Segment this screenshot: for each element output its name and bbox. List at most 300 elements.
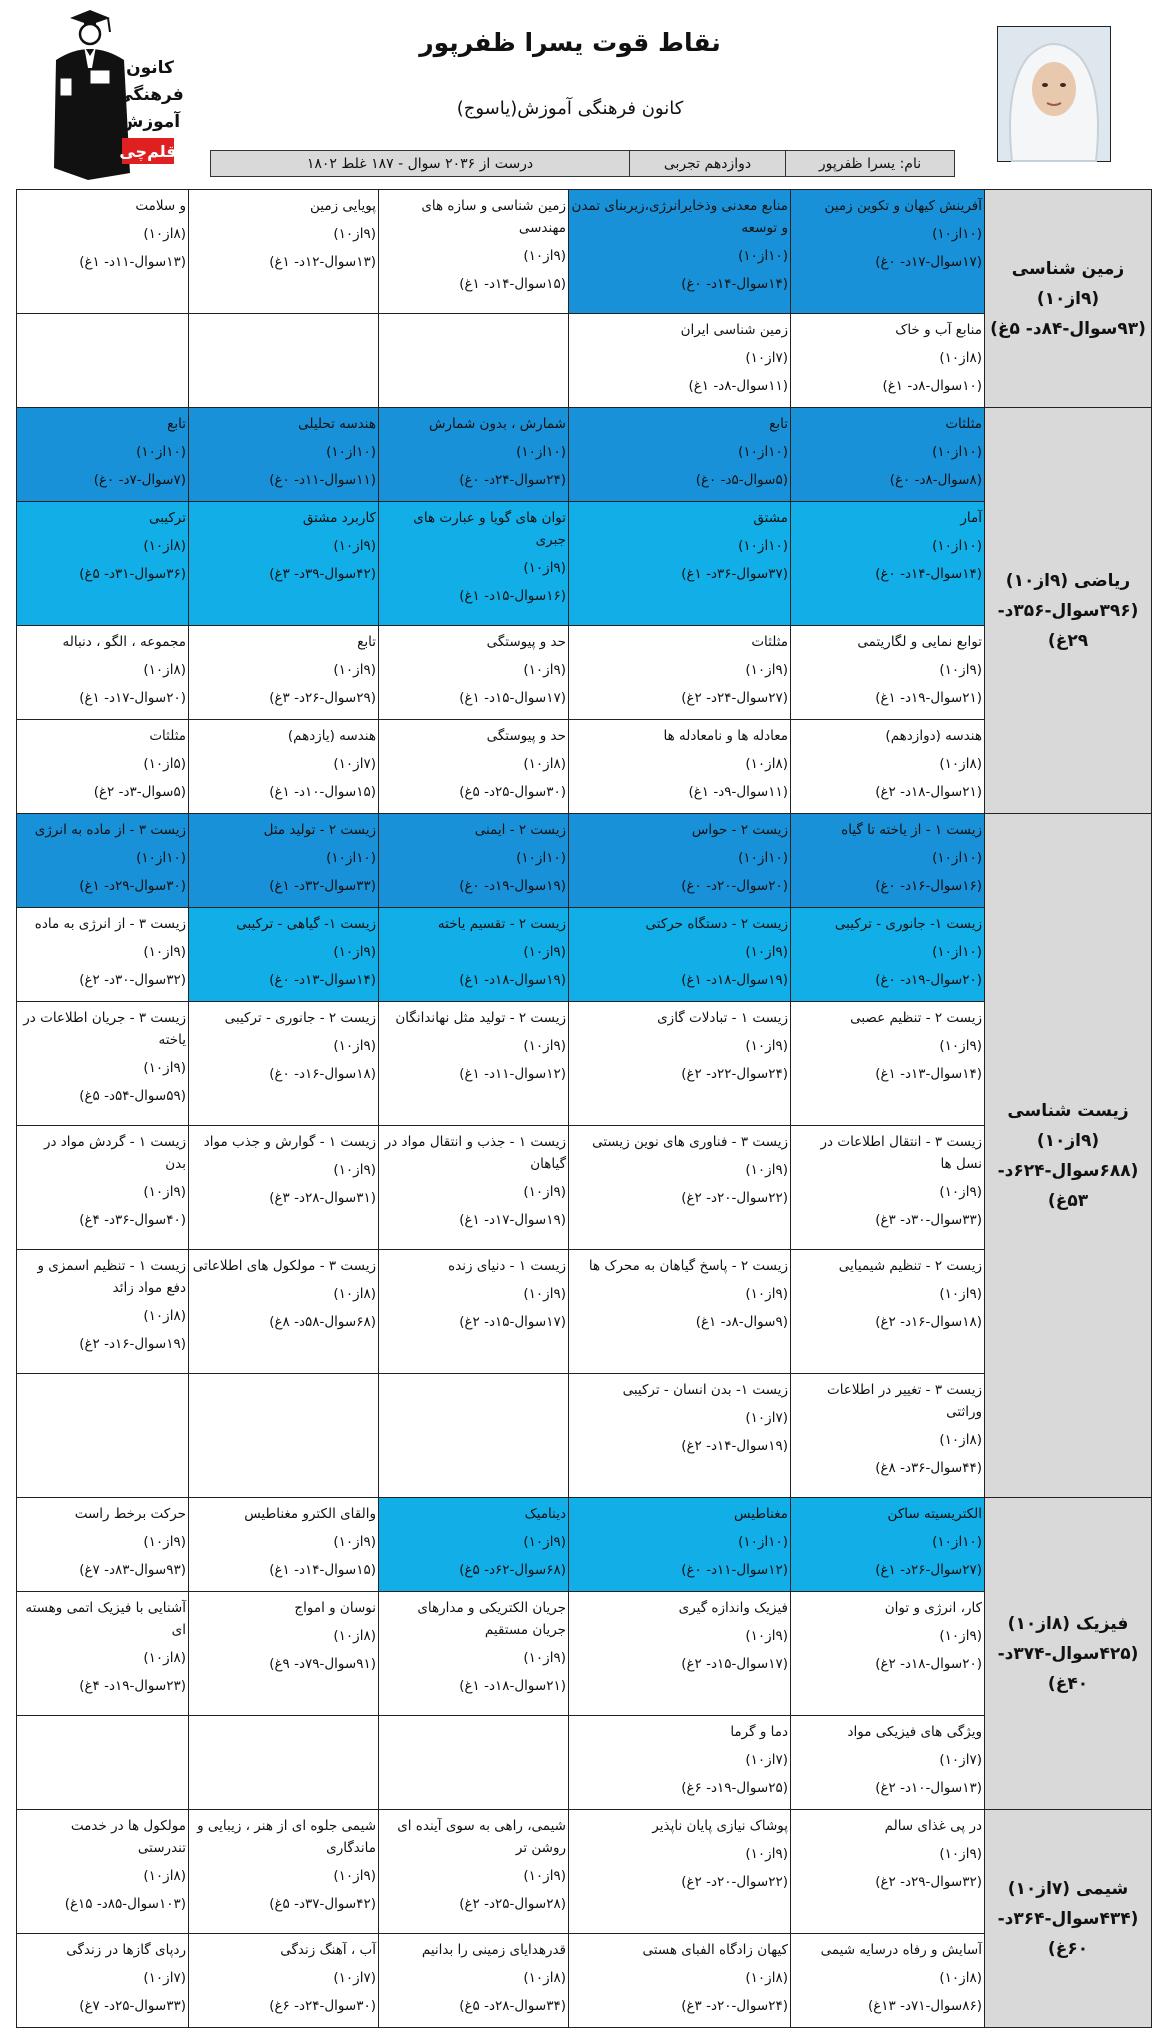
page-subtitle: کانون فرهنگی آموزش(یاسوج): [456, 98, 684, 119]
topic-stats: (۸۶سوال-۷۱د- ۱۳غ): [867, 1998, 982, 2014]
topic-cell: [569, 1002, 791, 1126]
topic-cell: [189, 908, 379, 1002]
topic-cell: [791, 1498, 985, 1592]
topic-score: (۸از۱۰): [523, 756, 566, 772]
topic-name: هندسه (یازدهم): [287, 728, 376, 744]
topic-score: (۱۰از۱۰): [326, 444, 376, 460]
topic-cell: [379, 1498, 569, 1592]
topic-score: (۹از۱۰): [523, 1286, 566, 1302]
topic-score: (۹از۱۰): [939, 1628, 982, 1644]
topic-cell: [17, 1498, 189, 1592]
topic-stats: (۱۹سوال-۱۷د- ۱غ): [459, 1212, 566, 1228]
topic-stats: (۲۰سوال-۱۸د- ۲غ): [875, 1656, 982, 1672]
topic-stats: (۱۰سوال-۸د- ۱غ): [882, 378, 982, 394]
topic-stats: (۱۲سوال-۱۱د- ۱غ): [459, 1066, 566, 1082]
topic-score: (۹از۱۰): [143, 1184, 186, 1200]
topic-name: توان های گویا و عبارت های جبری: [413, 510, 566, 548]
topic-score: (۹از۱۰): [143, 1060, 186, 1076]
topic-cell: [189, 814, 379, 908]
topic-score: (۸از۱۰): [143, 538, 186, 554]
table-row: [17, 1934, 1152, 2028]
topic-name: مشتق: [753, 510, 788, 526]
topic-score: (۱۰از۱۰): [738, 538, 788, 554]
topic-score: (۷از۱۰): [745, 1752, 788, 1768]
topic-stats: (۱۸سوال-۱۶د- ۲غ): [875, 1314, 982, 1330]
topic-name: مثلثات: [751, 634, 788, 650]
topic-stats: (۲۲سوال-۲۰د- ۲غ): [681, 1190, 788, 1206]
empty-cell: [17, 314, 189, 408]
topic-stats: (۱۹سوال-۱۶د- ۲غ): [79, 1336, 186, 1352]
svg-text:قلم‌چی: قلم‌چی: [119, 142, 177, 161]
topic-cell: [379, 408, 569, 502]
topic-score: (۹از۱۰): [523, 1868, 566, 1884]
topic-name: زیست ۲ - دستگاه حرکتی: [645, 916, 788, 932]
student-photo: [997, 26, 1111, 162]
topic-cell: [189, 1934, 379, 2028]
topic-name: زیست ۲ - تولید مثل نهاندانگان: [395, 1010, 566, 1026]
topic-stats: (۳۳سوال-۲۵د- ۷غ): [79, 1998, 186, 2014]
empty-cell: [189, 314, 379, 408]
topic-name: زیست ۳ - فناوری های نوین زیستی: [592, 1134, 788, 1150]
topic-score: (۱۰از۱۰): [738, 850, 788, 866]
topic-name: حد و پیوستگی: [486, 634, 566, 650]
topic-name: کاربرد مشتق: [302, 510, 376, 526]
topic-name: زیست ۱ - جذب و انتقال مواد در گیاهان: [384, 1134, 566, 1172]
table-row: [17, 908, 1152, 1002]
topic-cell: [189, 1002, 379, 1126]
topic-stats: (۳۰سوال-۲۵د- ۵غ): [459, 784, 566, 800]
topic-score: (۹از۱۰): [143, 1534, 186, 1550]
topic-score: (۱۰از۱۰): [326, 850, 376, 866]
table-row: [17, 1592, 1152, 1716]
overall-stats: ۱۸۰۲ درست از ۲۰۳۶ سوال - ۱۸۷ غلط: [306, 155, 534, 172]
topic-stats: (۴۴سوال-۳۶د- ۸غ): [875, 1460, 982, 1476]
topic-stats: (۶۸سوال-۶۲د- ۵غ): [459, 1562, 566, 1578]
topic-stats: (۲۳سوال-۱۹د- ۴غ): [79, 1678, 186, 1694]
topic-cell: [569, 314, 791, 408]
topic-cell: [379, 1592, 569, 1716]
subject-label: شیمی (۷از۱۰) (۴۳۴سوال-۳۶۴د- ۶۰غ): [985, 1810, 1152, 2028]
topic-name: در پی غذای سالم: [884, 1818, 982, 1834]
topic-name: زیست ۲ - تنظیم شیمیایی: [838, 1258, 982, 1274]
topic-stats: (۱۵سوال-۱۴د- ۱غ): [459, 276, 566, 292]
table-row: [17, 626, 1152, 720]
topic-cell: [791, 1934, 985, 2028]
svg-text:آموزش: آموزش: [119, 112, 181, 132]
topic-name: هندسه (دوازدهم): [885, 728, 982, 744]
topic-score: (۱۰از۱۰): [932, 226, 982, 242]
topic-stats: (۶۸سوال-۵۸د- ۸غ): [269, 1314, 376, 1330]
topic-cell: [17, 1250, 189, 1374]
topic-name: دینامیک: [524, 1506, 566, 1522]
topic-stats: (۹سوال-۸د- ۱غ): [695, 1314, 788, 1330]
topic-cell: [379, 1126, 569, 1250]
topic-score: (۱۰از۱۰): [738, 444, 788, 460]
table-row: [17, 408, 1152, 502]
topic-cell: [189, 720, 379, 814]
topic-score: (۷از۱۰): [143, 1970, 186, 1986]
topic-name: زیست ۱- جانوری - ترکیبی: [834, 916, 982, 932]
topic-name: زمین شناسی و سازه های مهندسی: [421, 198, 566, 236]
topic-score: (۹از۱۰): [745, 1162, 788, 1178]
topic-stats: (۲۵سوال-۱۹د- ۶غ): [681, 1780, 788, 1796]
topic-score: (۹از۱۰): [745, 1846, 788, 1862]
topic-name: زیست ۲ - پاسخ گیاهان به محرک ها: [588, 1258, 788, 1274]
graduate-figure-icon: [50, 8, 184, 183]
topic-score: (۹از۱۰): [939, 662, 982, 678]
topic-cell: [17, 908, 189, 1002]
topic-name: پوشاک نیازی پایان ناپذیر: [652, 1818, 788, 1834]
topic-stats: (۲۴سوال-۲۰د- ۳غ): [681, 1998, 788, 2014]
student-portrait-icon: [998, 27, 1110, 161]
topic-cell: [189, 1250, 379, 1374]
topic-name: منابع معدنی وذخایرانرژی،زیربنای تمدن و توسعه: [571, 198, 788, 236]
topic-cell: [791, 190, 985, 314]
topic-stats: (۱۴سوال-۱۴د- ۰غ): [875, 566, 982, 582]
topic-name: الکتریسیته ساکن: [887, 1506, 982, 1522]
topic-score: (۹از۱۰): [745, 1286, 788, 1302]
topic-score: (۸از۱۰): [745, 1970, 788, 1986]
empty-cell: [189, 1374, 379, 1498]
topic-cell: [791, 1716, 985, 1810]
topic-name: فیزیک واندازه گیری: [678, 1600, 788, 1616]
student-name: نام: یسرا ظفرپور: [785, 151, 954, 176]
topic-score: (۹از۱۰): [523, 1534, 566, 1550]
topic-score: (۹از۱۰): [333, 538, 376, 554]
topic-score: (۱۰از۱۰): [932, 850, 982, 866]
topic-stats: (۱۷سوال-۱۵د- ۲غ): [459, 1314, 566, 1330]
topic-cell: [17, 1810, 189, 1934]
topic-stats: (۵سوال-۵د- ۰غ): [695, 472, 788, 488]
topic-cell: [791, 1126, 985, 1250]
topic-stats: (۲۷سوال-۲۴د- ۲غ): [681, 690, 788, 706]
empty-cell: [17, 1716, 189, 1810]
topic-name: و سلامت: [135, 198, 186, 214]
topic-cell: [569, 1126, 791, 1250]
topic-name: زیست ۱- گیاهی - ترکیبی: [236, 916, 376, 932]
topic-score: (۸از۱۰): [939, 1432, 982, 1448]
topic-score: (۱۰از۱۰): [516, 850, 566, 866]
topic-cell: [189, 1498, 379, 1592]
topic-cell: [569, 1592, 791, 1716]
topic-name: زیست ۱ - دنیای زنده: [448, 1258, 566, 1274]
report-header: [0, 0, 1152, 186]
topic-cell: [569, 1810, 791, 1934]
topic-score: (۹از۱۰): [333, 944, 376, 960]
topic-score: (۱۰از۱۰): [932, 1534, 982, 1550]
topic-stats: (۲۷سوال-۲۶د- ۱غ): [875, 1562, 982, 1578]
topic-name: زیست ۳ - مولکول های اطلاعاتی: [192, 1258, 376, 1274]
topic-name: نوسان و امواج: [294, 1600, 376, 1616]
topic-cell: [791, 1002, 985, 1126]
topic-cell: [791, 1250, 985, 1374]
topic-score: (۹از۱۰): [143, 944, 186, 960]
topic-cell: [569, 190, 791, 314]
table-row: [17, 1250, 1152, 1374]
topic-score: (۹از۱۰): [333, 1038, 376, 1054]
topic-cell: [791, 720, 985, 814]
topic-cell: [17, 1934, 189, 2028]
topic-name: مثلثات: [945, 416, 982, 432]
topic-stats: (۲۲سوال-۲۰د- ۲غ): [681, 1874, 788, 1890]
topic-score: (۸از۱۰): [143, 1868, 186, 1884]
empty-cell: [189, 1716, 379, 1810]
topic-score: (۸از۱۰): [143, 226, 186, 242]
topic-score: (۷از۱۰): [939, 1752, 982, 1768]
topic-cell: [569, 1374, 791, 1498]
topic-name: شیمی، راهی به سوی آینده ای روشن تر: [397, 1818, 566, 1856]
topic-name: آمار: [960, 510, 982, 526]
topic-score: (۹از۱۰): [939, 1184, 982, 1200]
empty-cell: [17, 1374, 189, 1498]
topic-stats: (۱۳سوال-۱۱د- ۱غ): [79, 254, 186, 270]
topic-stats: (۱۰۳سوال-۸۵د- ۱۵غ): [64, 1896, 186, 1912]
table-row: [17, 1374, 1152, 1498]
topic-name: آسایش و رفاه درسایه شیمی: [820, 1942, 982, 1958]
topic-score: (۹از۱۰): [333, 226, 376, 242]
topic-cell: [569, 1250, 791, 1374]
topic-stats: (۴۲سوال-۳۷د- ۵غ): [269, 1896, 376, 1912]
topic-name: قدرهدایای زمینی را بدانیم: [421, 1942, 566, 1958]
topic-name: تابع: [167, 416, 186, 432]
topic-score: (۸از۱۰): [939, 350, 982, 366]
topic-name: زیست ۱ - تبادلات گازی: [657, 1010, 788, 1026]
topic-cell: [17, 408, 189, 502]
topic-cell: [791, 1374, 985, 1498]
topic-stats: (۱۹سوال-۱۸د- ۱غ): [459, 972, 566, 988]
student-info-bar: [210, 150, 955, 177]
logo: [50, 8, 184, 183]
topic-cell: [569, 908, 791, 1002]
topic-stats: (۸سوال-۸د- ۰غ): [889, 472, 982, 488]
table-row: [17, 1002, 1152, 1126]
topic-score: (۸از۱۰): [333, 1628, 376, 1644]
topic-name: مولکول ها در خدمت تندرستی: [70, 1818, 186, 1856]
topic-cell: [17, 1592, 189, 1716]
topic-cell: [569, 1934, 791, 2028]
topic-cell: [379, 720, 569, 814]
topic-stats: (۱۹سوال-۱۹د- ۰غ): [459, 878, 566, 894]
topic-name: شمارش ، بدون شمارش: [429, 416, 566, 432]
topic-stats: (۳۴سوال-۲۸د- ۵غ): [459, 1998, 566, 2014]
topic-score: (۹از۱۰): [745, 1038, 788, 1054]
topic-score: (۸از۱۰): [143, 662, 186, 678]
empty-cell: [379, 314, 569, 408]
topic-stats: (۱۱سوال-۸د- ۱غ): [688, 378, 788, 394]
topic-name: زیست ۲ - ایمنی: [474, 822, 566, 838]
topic-name: شیمی جلوه ای از هنر ، زیبایی و ماندگاری: [197, 1818, 376, 1856]
subject-label: زیست شناسی (۹از۱۰) (۶۸۸سوال-۶۲۴د- ۵۳غ): [985, 814, 1152, 1498]
topic-cell: [379, 190, 569, 314]
topic-score: (۹از۱۰): [523, 662, 566, 678]
topic-name: آشنایی با فیزیک اتمی وهسته ای: [25, 1600, 186, 1638]
topic-name: دما و گرما: [730, 1724, 788, 1740]
topic-name: زیست ۲ - تقسیم یاخته: [437, 916, 566, 932]
topic-cell: [791, 1810, 985, 1934]
topic-stats: (۱۹سوال-۱۸د- ۱غ): [681, 972, 788, 988]
topic-stats: (۳۱سوال-۲۸د- ۳غ): [269, 1190, 376, 1206]
subject-label: زمین شناسی (۹از۱۰) (۹۳سوال-۸۴د- ۵غ): [985, 190, 1152, 408]
topic-name: زیست ۳ - تغییر در اطلاعات وراثتی: [826, 1382, 982, 1420]
topic-cell: [379, 908, 569, 1002]
table-row: [17, 814, 1152, 908]
topic-stats: (۱۶سوال-۱۶د- ۰غ): [875, 878, 982, 894]
topic-stats: (۳۰سوال-۲۹د- ۱غ): [79, 878, 186, 894]
topic-score: (۱۰از۱۰): [136, 850, 186, 866]
topic-stats: (۲۱سوال-۱۹د- ۱غ): [875, 690, 982, 706]
topic-score: (۹از۱۰): [333, 1162, 376, 1178]
topic-name: والقای الکترو مغناطیس: [244, 1506, 376, 1522]
topic-score: (۷از۱۰): [745, 1410, 788, 1426]
topic-score: (۱۰از۱۰): [136, 444, 186, 460]
table-row: [17, 1498, 1152, 1592]
topic-cell: [17, 814, 189, 908]
topic-stats: (۱۶سوال-۱۵د- ۱غ): [459, 588, 566, 604]
topic-stats: (۲۴سوال-۲۲د- ۲غ): [681, 1066, 788, 1082]
table-row: [17, 502, 1152, 626]
table-row: [17, 1716, 1152, 1810]
topic-stats: (۵۹سوال-۵۴د- ۵غ): [79, 1088, 186, 1104]
topic-cell: [17, 626, 189, 720]
topic-cell: [379, 626, 569, 720]
topic-stats: (۱۹سوال-۱۴د- ۲غ): [681, 1438, 788, 1454]
topic-name: کار، انرژی و توان: [884, 1600, 982, 1616]
table-row: [17, 314, 1152, 408]
topic-name: مجموعه ، الگو ، دنباله: [62, 634, 186, 650]
topic-score: (۹از۱۰): [939, 1846, 982, 1862]
topic-cell: [17, 502, 189, 626]
topic-cell: [379, 814, 569, 908]
topic-cell: [569, 1498, 791, 1592]
topic-name: زیست ۲ - جانوری - ترکیبی: [224, 1010, 376, 1026]
topic-cell: [379, 1250, 569, 1374]
topic-stats: (۱۱سوال-۹د- ۱غ): [688, 784, 788, 800]
topic-stats: (۲۰سوال-۱۷د- ۱غ): [79, 690, 186, 706]
topic-score: (۸از۱۰): [143, 1308, 186, 1324]
topic-cell: [791, 814, 985, 908]
topic-score: (۹از۱۰): [745, 944, 788, 960]
topic-cell: [189, 408, 379, 502]
topic-stats: (۱۳سوال-۱۲د- ۱غ): [269, 254, 376, 270]
topic-stats: (۳۲سوال-۳۰د- ۲غ): [79, 972, 186, 988]
topic-score: (۸از۱۰): [143, 1650, 186, 1666]
topic-name: زیست ۳ - از ماده به انرژی: [34, 822, 186, 838]
topic-cell: [189, 502, 379, 626]
topic-score: (۸از۱۰): [939, 1970, 982, 1986]
topic-score: (۱۰از۱۰): [738, 248, 788, 264]
topic-score: (۹از۱۰): [333, 662, 376, 678]
topic-name: ویژگی های فیزیکی مواد: [847, 1724, 982, 1740]
topic-cell: [379, 1934, 569, 2028]
topic-stats: (۱۵سوال-۱۰د- ۱غ): [269, 784, 376, 800]
topic-score: (۹از۱۰): [523, 560, 566, 576]
topic-stats: (۱۷سوال-۱۵د- ۲غ): [681, 1656, 788, 1672]
topic-cell: [379, 502, 569, 626]
topic-cell: [189, 626, 379, 720]
topic-score: (۹از۱۰): [745, 1628, 788, 1644]
topic-name: آفرینش کیهان و تکوین زمین: [824, 198, 982, 214]
topic-name: ردپای گازها در زندگی: [66, 1942, 186, 1958]
topic-name: معادله ها و نامعادله ها: [663, 728, 788, 744]
student-grade: دوازدهم تجربی: [629, 151, 785, 176]
topic-stats: (۱۴سوال-۱۳د- ۱غ): [875, 1066, 982, 1082]
topic-cell: [379, 1002, 569, 1126]
topic-score: (۱۰از۱۰): [932, 944, 982, 960]
topic-cell: [569, 502, 791, 626]
topic-name: زیست ۱ - گردش مواد در بدن: [43, 1134, 186, 1172]
topic-score: (۷از۱۰): [745, 350, 788, 366]
topic-score: (۷از۱۰): [333, 756, 376, 772]
topic-stats: (۱۲سوال-۱۱د- ۰غ): [681, 1562, 788, 1578]
topic-cell: [17, 720, 189, 814]
topic-name: کیهان زادگاه الفبای هستی: [642, 1942, 788, 1958]
topic-score: (۵از۱۰): [143, 756, 186, 772]
topic-score: (۹از۱۰): [523, 248, 566, 264]
topic-name: مغناطیس: [734, 1506, 788, 1522]
topic-score: (۹از۱۰): [939, 1286, 982, 1302]
topic-stats: (۳۳سوال-۳۲د- ۱غ): [269, 878, 376, 894]
topic-cell: [17, 1002, 189, 1126]
topic-cell: [791, 626, 985, 720]
topic-cell: [17, 1126, 189, 1250]
topic-score: (۷از۱۰): [333, 1970, 376, 1986]
topic-name: زیست ۲ - تولید مثل: [263, 822, 376, 838]
topic-score: (۱۰از۱۰): [932, 538, 982, 554]
topic-cell: [379, 1810, 569, 1934]
topic-name: زیست ۱ - گوارش و جذب مواد: [203, 1134, 376, 1150]
topic-cell: [791, 408, 985, 502]
topic-stats: (۱۴سوال-۱۴د- ۰غ): [681, 276, 788, 292]
topic-stats: (۱۷سوال-۱۷د- ۰غ): [875, 254, 982, 270]
topic-score: (۱۰از۱۰): [738, 1534, 788, 1550]
topic-name: زیست ۲ - حواس: [691, 822, 788, 838]
topic-stats: (۱۴سوال-۱۳د- ۰غ): [269, 972, 376, 988]
topic-cell: [189, 1810, 379, 1934]
topic-stats: (۲۸سوال-۲۵د- ۲غ): [459, 1896, 566, 1912]
topic-stats: (۳۰سوال-۲۴د- ۶غ): [269, 1998, 376, 2014]
subject-label: فیزیک (۸از۱۰) (۴۲۵سوال-۳۷۴د- ۴۰غ): [985, 1498, 1152, 1810]
topic-cell: [569, 1716, 791, 1810]
topic-stats: (۴۰سوال-۳۶د- ۴غ): [79, 1212, 186, 1228]
topic-stats: (۲۰سوال-۱۹د- ۰غ): [875, 972, 982, 988]
topic-score: (۸از۱۰): [745, 756, 788, 772]
topic-score: (۹از۱۰): [745, 662, 788, 678]
topic-score: (۸از۱۰): [333, 1286, 376, 1302]
topic-score: (۱۰از۱۰): [932, 444, 982, 460]
topic-stats: (۳۲سوال-۲۹د- ۲غ): [875, 1874, 982, 1890]
empty-cell: [379, 1716, 569, 1810]
topic-score: (۱۰از۱۰): [516, 444, 566, 460]
table-row: [17, 1126, 1152, 1250]
topic-name: ترکیبی: [148, 510, 186, 526]
topic-score: (۹از۱۰): [523, 1184, 566, 1200]
topic-score: (۹از۱۰): [939, 1038, 982, 1054]
topic-name: زیست ۳ - از انرژی به ماده: [34, 916, 186, 932]
table-row: [17, 1810, 1152, 1934]
topic-cell: [791, 502, 985, 626]
topic-stats: (۱۵سوال-۱۴د- ۱غ): [269, 1562, 376, 1578]
topic-name: حد و پیوستگی: [486, 728, 566, 744]
topic-cell: [791, 908, 985, 1002]
topic-name: پویایی زمین: [309, 198, 376, 214]
topic-name: حرکت برخط راست: [74, 1506, 186, 1522]
topic-name: زیست ۱ - تنظیم اسمزی و دفع مواد زائد: [37, 1258, 186, 1296]
topic-stats: (۹۱سوال-۷۹د- ۹غ): [269, 1656, 376, 1672]
topic-stats: (۲۱سوال-۱۸د- ۱غ): [459, 1678, 566, 1694]
topic-name: تابع: [357, 634, 376, 650]
topic-name: مثلثات: [149, 728, 186, 744]
topic-name: تابع: [769, 416, 788, 432]
